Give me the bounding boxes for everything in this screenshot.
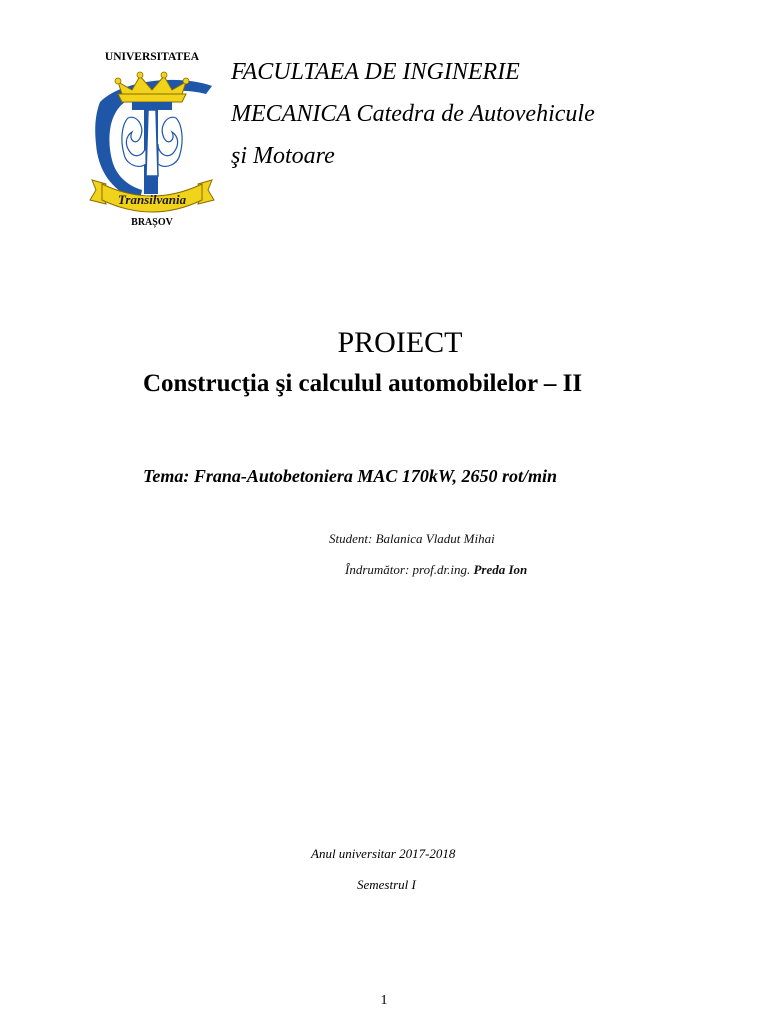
logo-bottom-text: BRAȘOV: [131, 217, 173, 228]
page-number: 1: [380, 993, 388, 1008]
logo-ribbon-text: Transilvania: [117, 192, 187, 207]
document-subtitle: Construcţia şi calculul automobilelor – II: [143, 370, 583, 397]
faculty-line-2: MECANICA Catedra de Autovehicule: [231, 101, 595, 127]
student-line: Student: Balanica Vladut Mihai: [329, 531, 495, 546]
faculty-line-1: FACULTAEA DE INGINERIE: [231, 59, 520, 85]
university-logo: [88, 44, 216, 230]
semester: Semestrul I: [357, 877, 416, 892]
faculty-line-3: şi Motoare: [231, 143, 335, 169]
ornament-left-icon: [122, 117, 146, 166]
project-theme: Tema: Frana-Autobetoniera MAC 170kW, 2650 rot/min: [143, 466, 558, 486]
logo-top-text: UNIVERSITATEA: [104, 51, 200, 63]
guide-line: [345, 561, 527, 579]
faculty-header: [231, 51, 595, 177]
academic-year: Anul universitar 2017-2018: [311, 846, 456, 861]
document-title: PROIECT: [337, 326, 463, 359]
ornament-right-icon: [158, 117, 182, 166]
guide-label: Îndrumător: prof.dr.ing.: [345, 562, 474, 577]
guide-name: Preda Ion: [473, 562, 528, 577]
